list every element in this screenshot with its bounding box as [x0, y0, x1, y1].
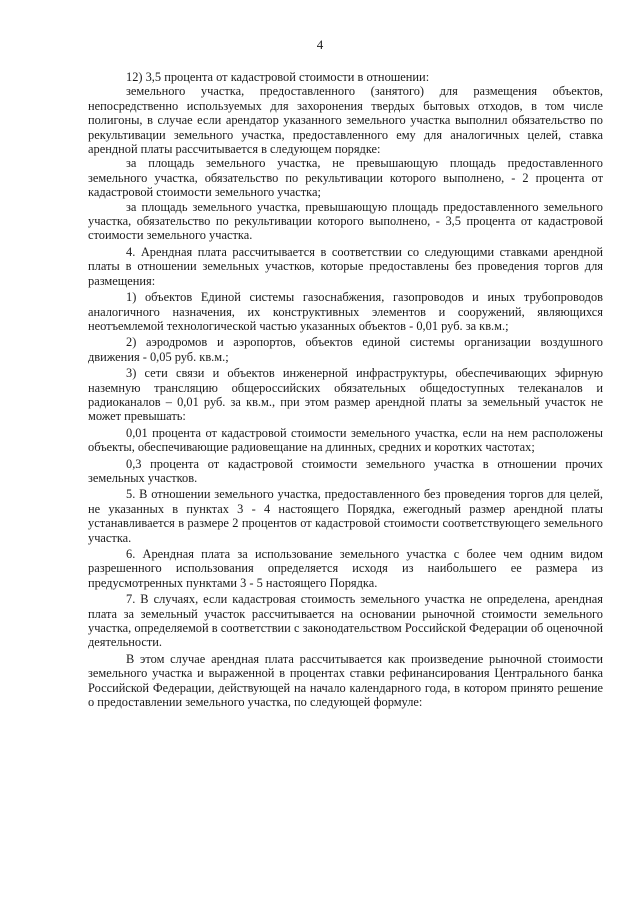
paragraph: 4. Арендная плата рассчитывается в соответствии со следующими ставками арендной платы в отношении земельных участков, которые предоставлены без проведения торгов для размещения:: [88, 244, 603, 288]
paragraph: земельного участка, предоставленного (занятого) для размещения объектов, непосредственно используемых для захоронения твердых бытовых отходов, в том числе полигоны, в случае если арендатор указанного земельного участка выполнил обязательство по рекультивации земельного участка, предоставленного ему для аналогичных целей, ставка арендной платы рассчитывается в следующем порядке:: [88, 84, 603, 157]
paragraph: 3) сети связи и объектов инженерной инфраструктуры, обеспечивающих эфирную наземную трансляцию общероссийских обязательных общедоступных телеканалов и радиоканалов – 0,01 руб. за кв.м., при этом размер арендной платы за земельный участок не может превышать:: [88, 366, 603, 424]
paragraph: 0,3 процента от кадастровой стоимости земельного участка в отношении прочих земельных участков.: [88, 456, 603, 485]
paragraph: В этом случае арендная плата рассчитывается как произведение рыночной стоимости земельного участка и выраженной в процентах ставки рефинансирования Центрального банка Российской Федерации, действующей на начало календарного года, в котором принято решение о предоставлении земельного участка, по следующей формуле:: [88, 651, 603, 710]
paragraph: 5. В отношении земельного участка, предоставленного без проведения торгов для целей, не указанных в пунктах 3 - 4 настоящего Порядка, ежегодный размер арендной платы устанавливается в размере 2 процентов от кадастровой стоимости соответствующего земельного участка.: [88, 487, 603, 545]
paragraph: 0,01 процента от кадастровой стоимости земельного участка, если на нем расположены объекты, обеспечивающие радиовещание на длинных, средних и коротких частотах;: [88, 425, 603, 455]
paragraph: 7. В случаях, если кадастровая стоимость земельного участка не определена, арендная плата за земельный участок рассчитывается на основании рыночной стоимости земельного участка, определяемой в соответствии с законодательством Российской Федерации об оценочной деятельности.: [88, 592, 603, 650]
paragraph: 12) 3,5 процента от кадастровой стоимости в отношении:: [126, 70, 430, 84]
paragraph: 2) аэродромов и аэропортов, объектов единой системы организации воздушного движения - 0,05 руб. кв.м.;: [88, 335, 603, 364]
paragraph: за площадь земельного участка, превышающую площадь предоставленного земельного участка, обязательство по рекультивации которого выполнено, - 3,5 процента от кадастровой стоимости земельного участка.: [88, 199, 603, 243]
page-number: 4: [316, 37, 324, 52]
paragraph: за площадь земельного участка, не превышающую площадь предоставленного земельного участка, обязательство по рекультивации которого выполнено, - 2 процента от кадастровой стоимости земельного участка;: [88, 156, 603, 200]
paragraph: 1) объектов Единой системы газоснабжения, газопроводов и иных трубопроводов аналогичного назначения, их конструктивных элементов и сооружений, являющихся неотъемлемой технологической частью указанных объектов - 0,01 руб. за кв.м.;: [88, 290, 603, 333]
paragraph: 6. Арендная плата за использование земельного участка с более чем одним видом разрешенного использования определяется исходя из наибольшего ее размера из предусмотренных пунктами 3 - 5 настоящего Порядка.: [88, 547, 603, 590]
document-body: [88, 70, 603, 709]
